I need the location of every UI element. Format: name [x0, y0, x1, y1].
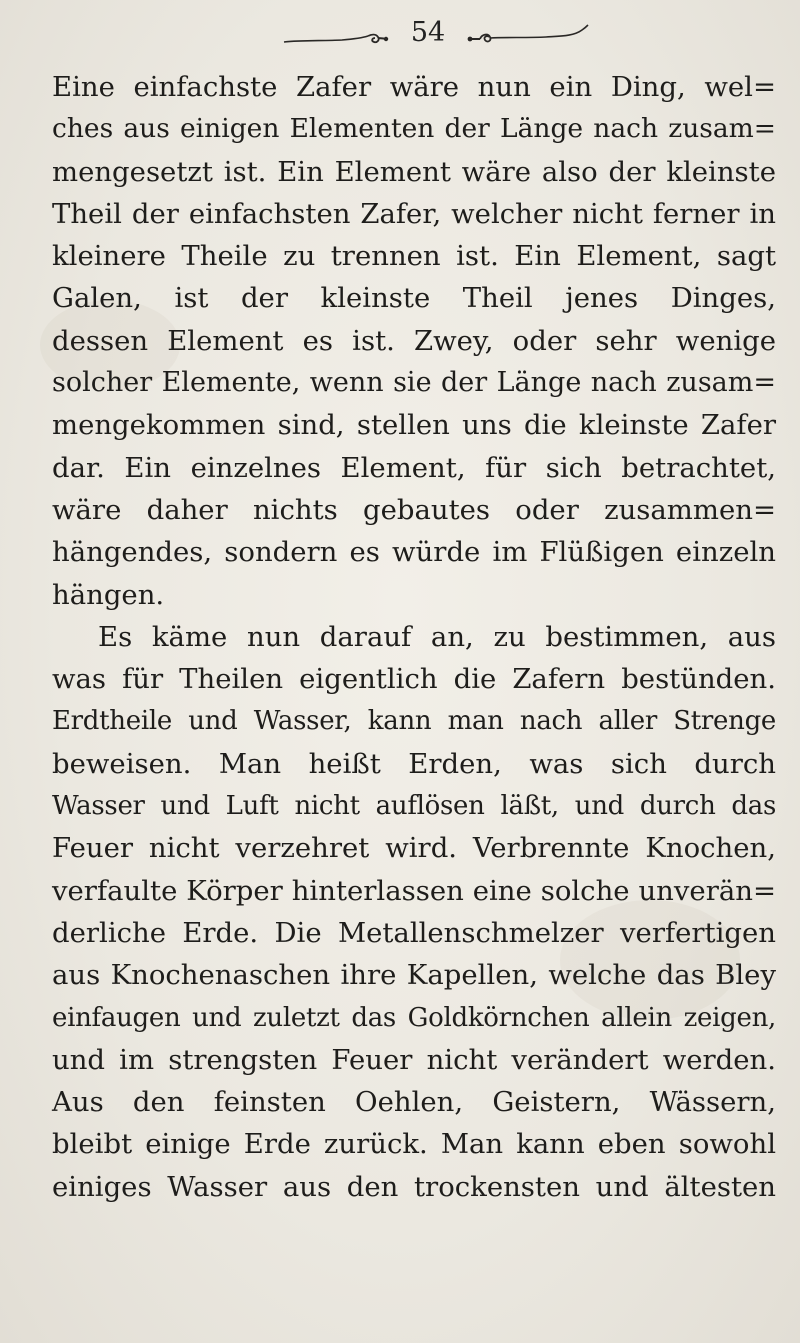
text-line: hängen.: [52, 578, 165, 611]
text-line: derliche Erde. Die Metallenschmelzer verfertigen: [52, 916, 776, 949]
text-line: aus Knochenaschen ihre Kapellen, welche das Bley: [52, 959, 776, 992]
text-line: und im strengsten Feuer nicht verändert werden.: [52, 1043, 776, 1076]
text-line: was für Theilen eigentlich die Zafern bestünden.: [52, 663, 776, 696]
text-line: ches aus einigen Elementen der Länge nach zusam=: [52, 113, 776, 145]
text-line: Galen, ist der kleinste Theil jenes Dinges,: [52, 282, 776, 315]
text-line: dar. Ein einzelnes Element, für sich betrachtet,: [52, 451, 776, 484]
page-header: [0, 14, 800, 54]
text-line: kleinere Theile zu trennen ist. Ein Element, sagt: [52, 240, 776, 273]
text-line: hängendes, sondern es würde im Flüßigen einzeln: [52, 536, 776, 569]
text-line: Es käme nun darauf an, zu bestimmen, aus: [98, 620, 776, 653]
text-line: mengekommen sind, stellen uns die kleinste Zafer: [52, 409, 776, 442]
text-line: wäre daher nichts gebautes oder zusammen=: [52, 493, 776, 526]
text-line: Erdtheile und Wasser, kann man nach aller Strenge: [52, 706, 776, 737]
text-line: bleibt einige Erde zurück. Man kann eben sowohl: [52, 1128, 776, 1161]
text-line: dessen Element es ist. Zwey, oder sehr wenige: [52, 324, 776, 357]
ornament-flourish-right-icon: [466, 24, 590, 48]
text-line: beweisen. Man heißt Erden, was sich durch: [52, 747, 776, 780]
text-line: verfaulte Körper hinterlassen eine solche unverän=: [52, 874, 776, 907]
text-line: Eine einfachste Zafer wäre nun ein Ding, wel=: [52, 71, 776, 103]
text-line: einiges Wasser aus den trockensten und ältesten: [52, 1170, 776, 1203]
text-line: Wasser und Luft nicht auflösen läßt, und durch das: [52, 791, 776, 822]
text-line: Theil der einfachsten Zafer, welcher nicht ferner in: [52, 197, 776, 230]
ornament-flourish-left-icon: [282, 30, 390, 48]
page-number: 54: [410, 17, 446, 48]
text-line: einfaugen und zuletzt das Goldkörnchen allein zeigen,: [52, 1002, 776, 1033]
text-line: mengesetzt ist. Ein Element wäre also der kleinste: [52, 155, 776, 188]
page-body-text: [52, 66, 776, 1208]
text-line: solcher Elemente, wenn sie der Länge nach zusam=: [52, 367, 776, 399]
text-line: Aus den feinsten Oehlen, Geistern, Wässern,: [52, 1086, 776, 1119]
text-line: Feuer nicht verzehret wird. Verbrennte Knochen,: [52, 832, 776, 865]
